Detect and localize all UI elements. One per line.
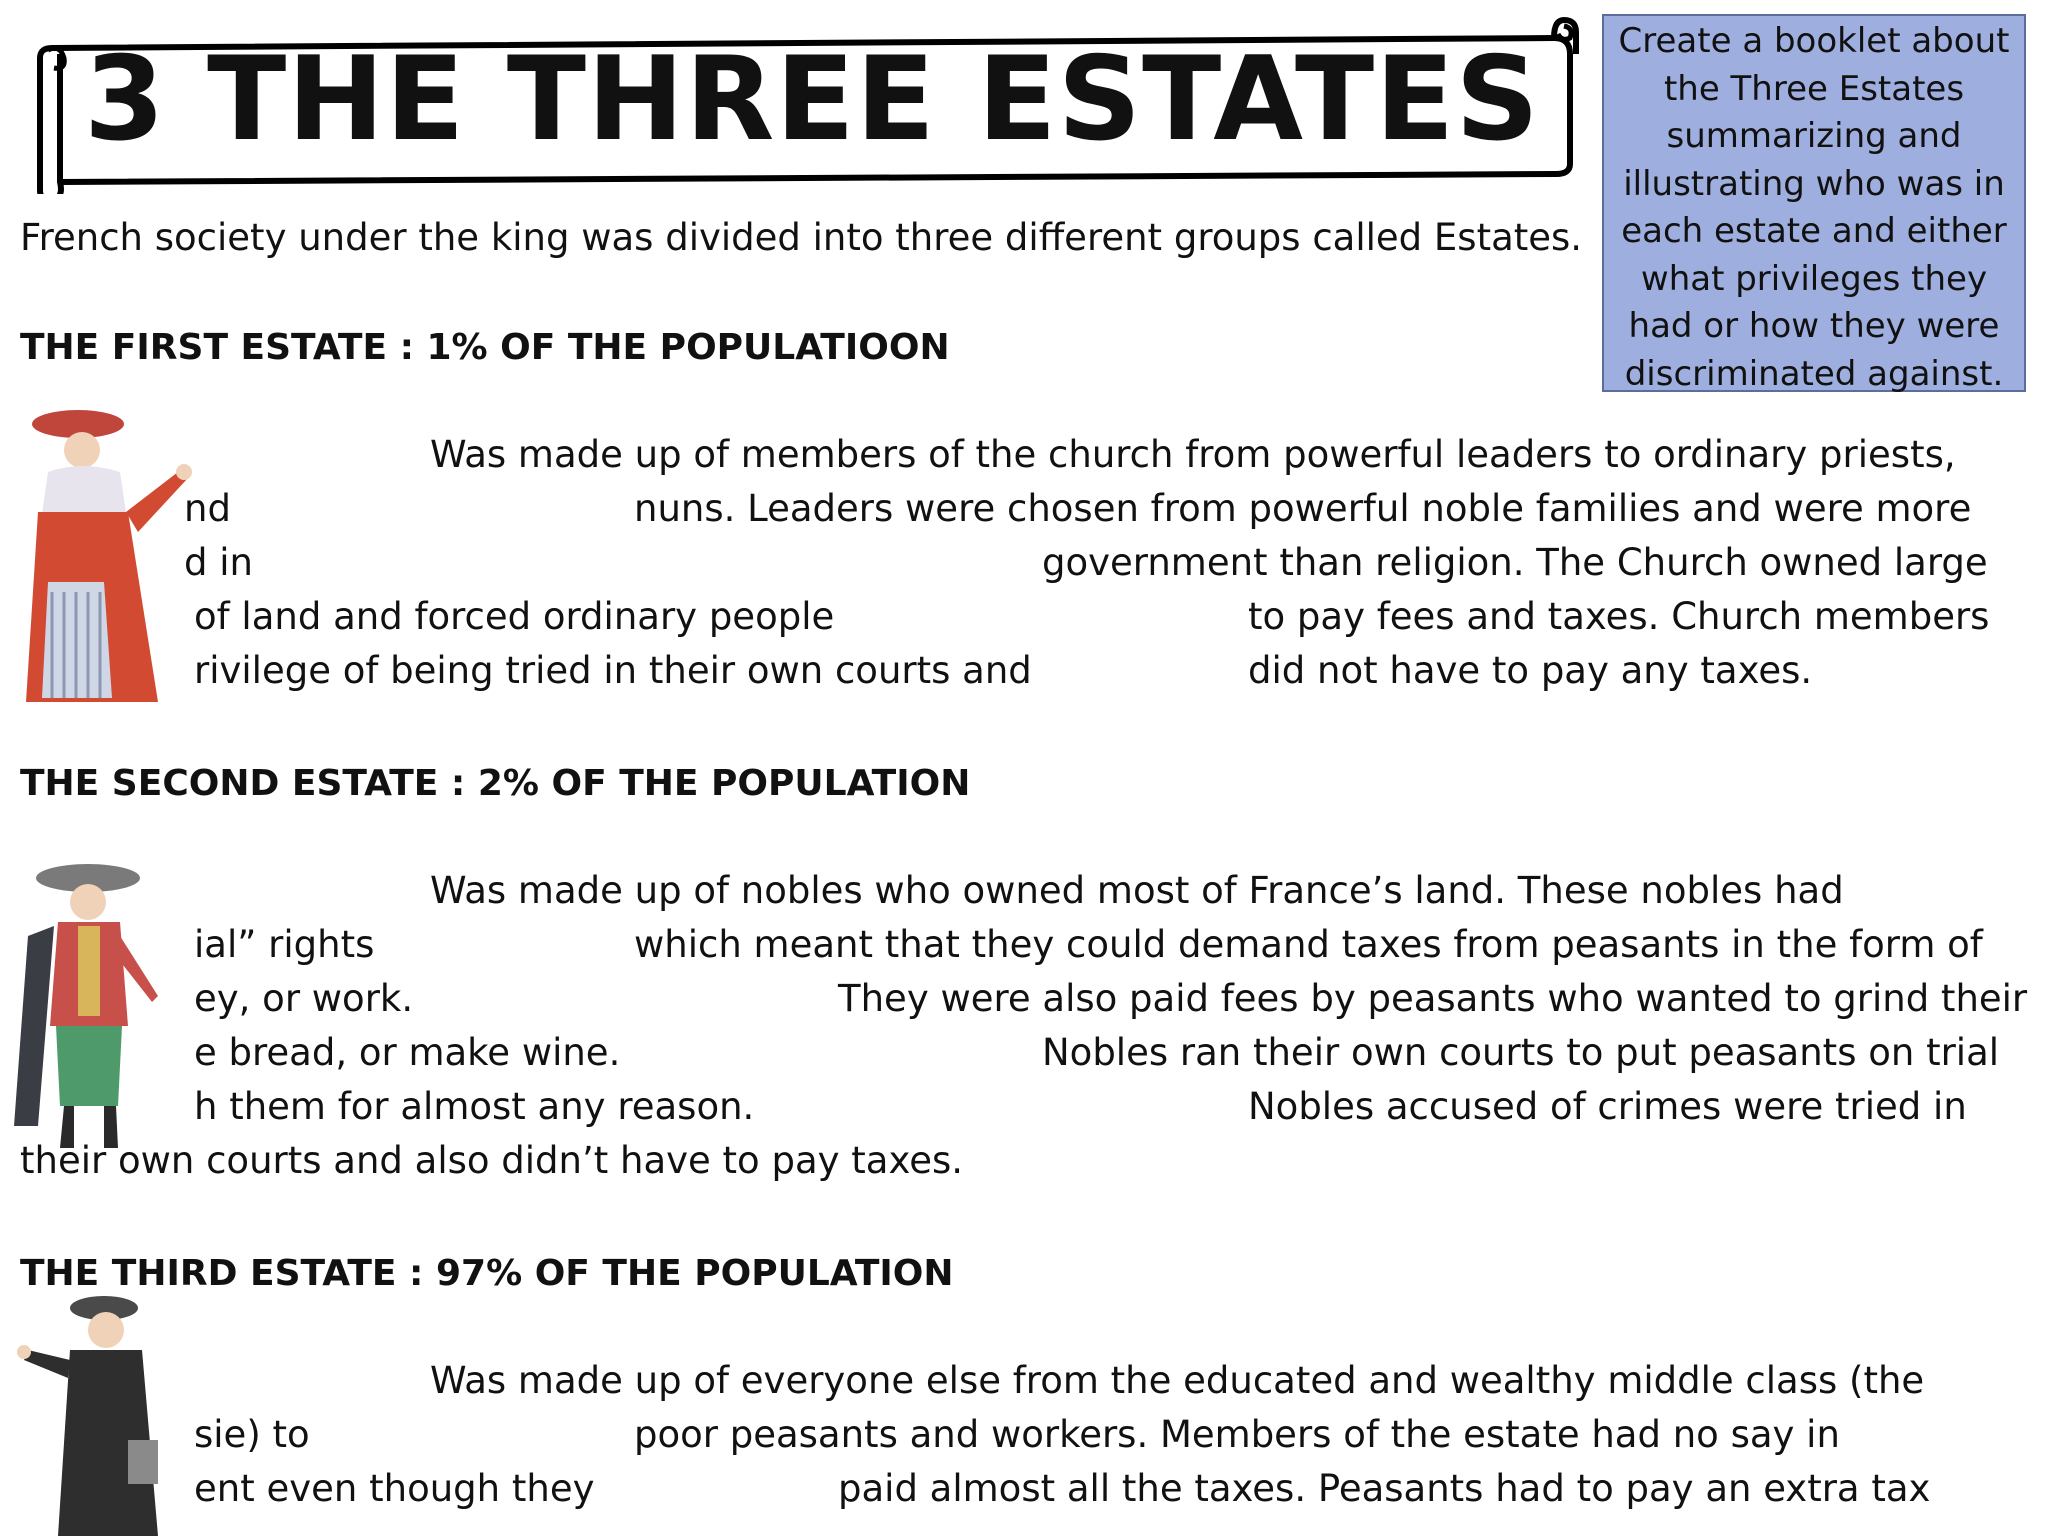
second-estate-line: Nobles ran their own courts to put peasants on trial: [1042, 1031, 2000, 1074]
task-instruction-box: [1602, 14, 2026, 392]
task-line: discriminated against.: [1624, 353, 2004, 394]
third-estate-line: poor peasants and workers. Members of the estate had no say in: [634, 1413, 1840, 1456]
task-line: the Three Estates: [1663, 68, 1965, 109]
page-title: 3 THE THREE ESTATES: [84, 32, 1540, 167]
second-estate-fragment: ial” rights: [194, 923, 375, 966]
task-line: what privileges they: [1640, 258, 1988, 299]
task-line: illustrating who was in: [1623, 163, 2005, 204]
second-estate-line: which meant that they could demand taxes from peasants in the form of: [634, 923, 1983, 966]
first-estate-fragment: of land and forced ordinary people: [194, 595, 835, 638]
first-estate-line: to pay fees and taxes. Church members: [1248, 595, 1990, 638]
second-estate-line: Nobles accused of crimes were tried in: [1248, 1085, 1967, 1128]
intro-paragraph: French society under the king was divided into three different groups called Estates.: [20, 216, 1583, 259]
second-estate-line: their own courts and also didn’t have to pay taxes.: [20, 1139, 964, 1182]
third-estate-fragment: ent even though they: [194, 1467, 595, 1510]
cardinal-figure-image: [8, 402, 208, 722]
third-estate-heading: THE THIRD ESTATE : 97% OF THE POPULATION: [20, 1253, 954, 1294]
first-estate-line: government than religion. The Church owned large: [1042, 541, 1988, 584]
task-line: each estate and either: [1621, 211, 2007, 251]
third-estate-line: Was made up of everyone else from the educated and wealthy middle class (the: [430, 1359, 1925, 1402]
third-estate-fragment: sie) to: [194, 1413, 310, 1456]
second-estate-line: They were also paid fees by peasants who wanted to grind their: [838, 977, 2028, 1020]
second-estate-fragment: ey, or work.: [194, 977, 414, 1020]
task-line: Create a booklet about: [1618, 21, 2010, 61]
noble-figure-image: [8, 856, 208, 1156]
first-estate-fragment: nd: [184, 487, 231, 530]
third-estate-line: paid almost all the taxes. Peasants had to pay an extra tax: [838, 1467, 1931, 1510]
second-estate-line: Was made up of nobles who owned most of France’s land. These nobles had: [430, 869, 1844, 912]
second-estate-heading: THE SECOND ESTATE : 2% OF THE POPULATION: [20, 763, 971, 804]
second-estate-fragment: e bread, or make wine.: [194, 1031, 621, 1074]
bourgeois-figure-image: [8, 1290, 208, 1536]
first-estate-line: nuns. Leaders were chosen from powerful noble families and were more: [634, 487, 1972, 530]
second-estate-fragment: h them for almost any reason.: [194, 1085, 755, 1128]
first-estate-heading: THE FIRST ESTATE : 1% OF THE POPULATIOON: [20, 327, 950, 368]
first-estate-fragment: d in: [184, 541, 253, 584]
task-line: had or how they were: [1628, 306, 2000, 346]
first-estate-line: Was made up of members of the church from powerful leaders to ordinary priests,: [430, 433, 1956, 476]
first-estate-fragment: rivilege of being tried in their own courts and: [194, 649, 1032, 692]
first-estate-line: did not have to pay any taxes.: [1248, 649, 1813, 692]
task-line: summarizing and: [1666, 116, 1962, 156]
